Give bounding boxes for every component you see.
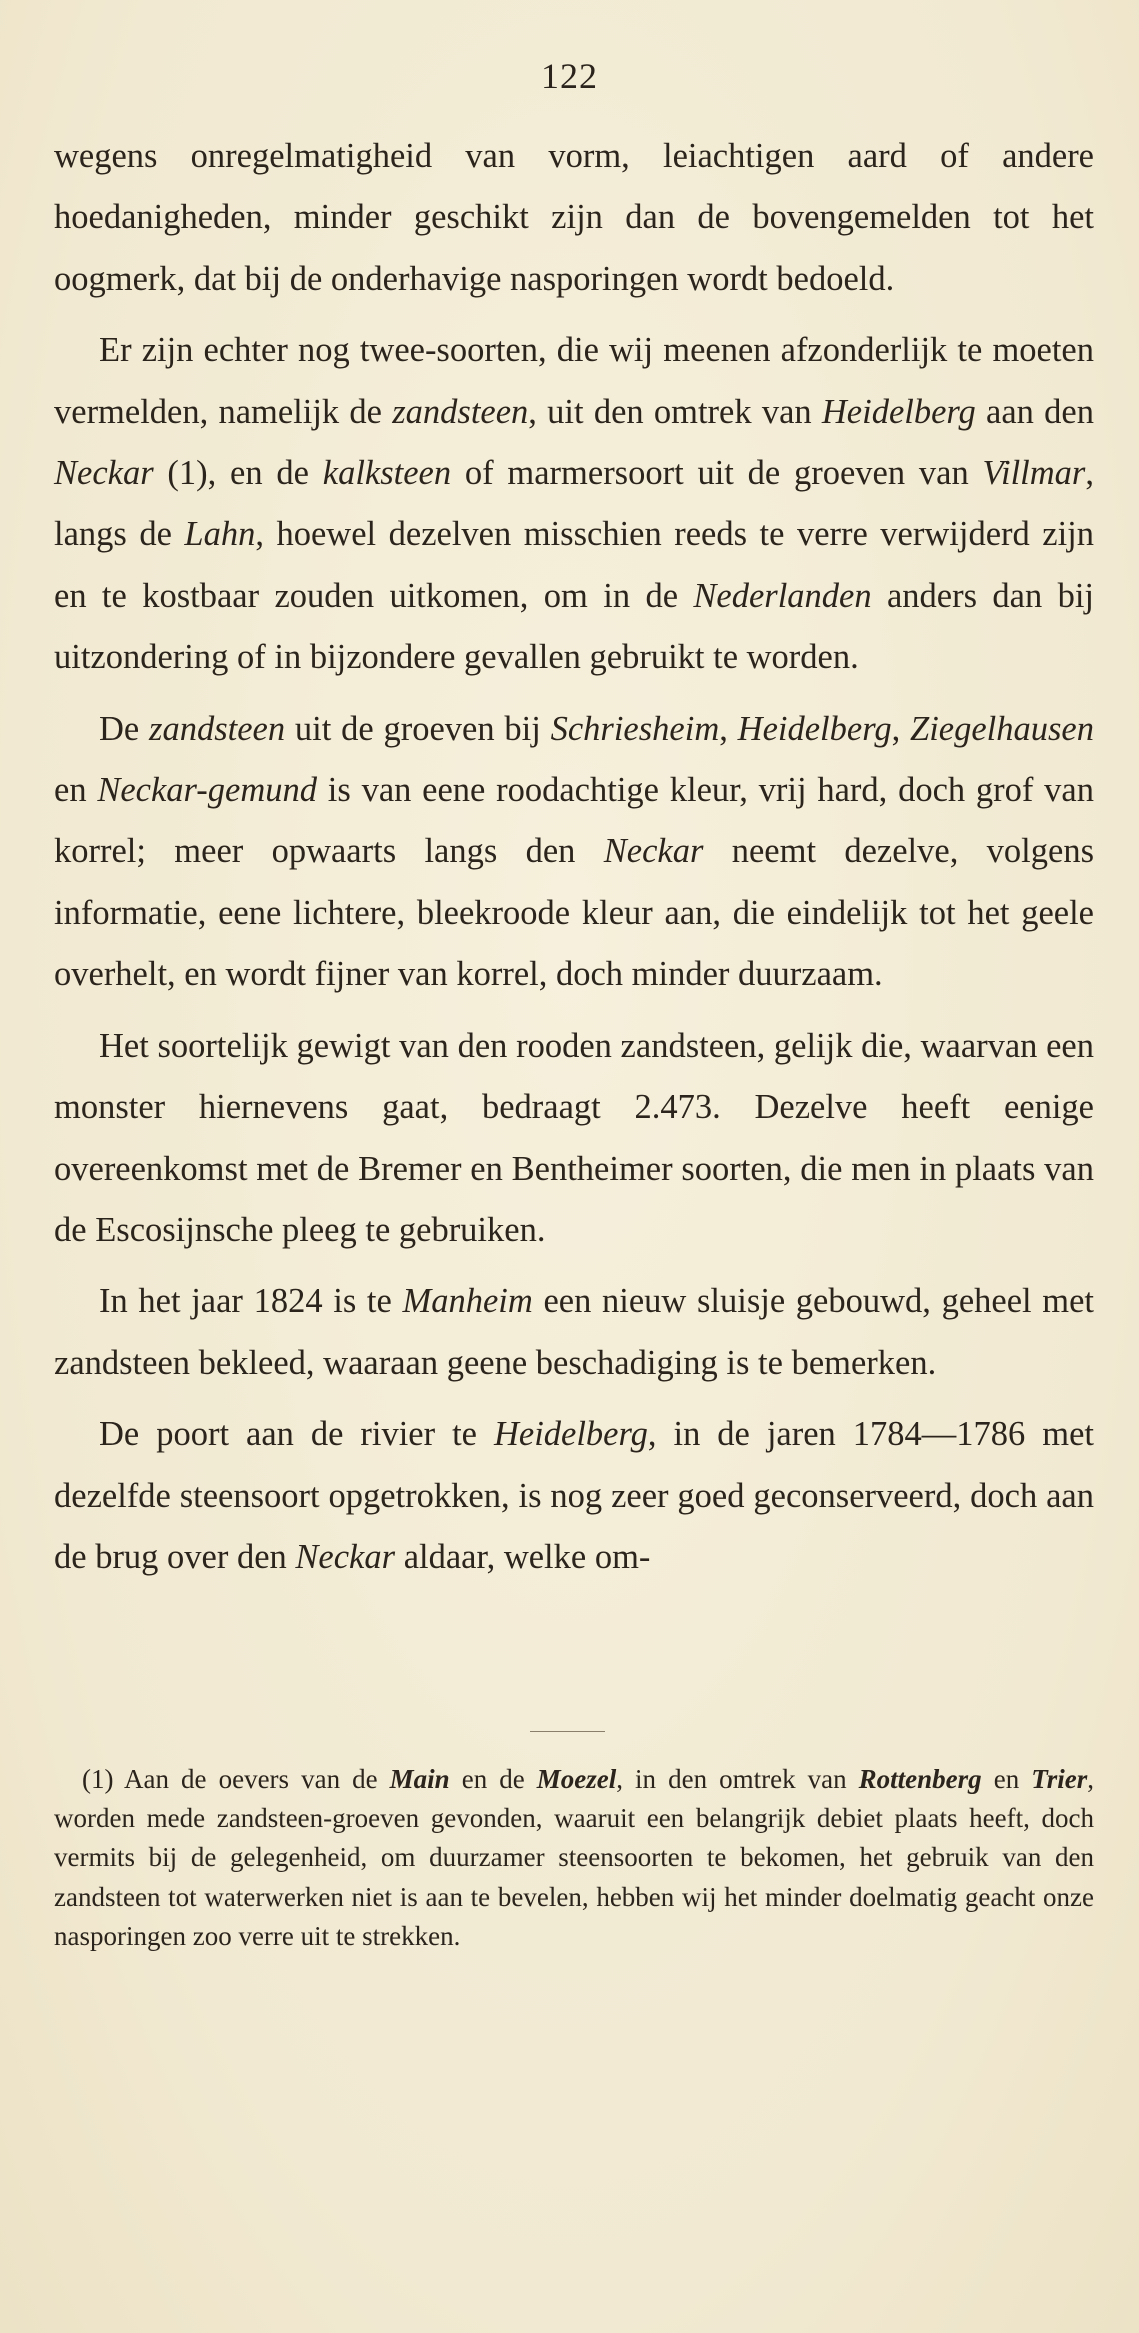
paragraph xyxy=(54,320,1094,688)
emphasized-name: Main xyxy=(389,1764,450,1794)
text-run: , langs de xyxy=(54,454,1094,554)
paragraph xyxy=(54,1271,1094,1394)
italic-term: Heidelberg xyxy=(737,709,892,748)
text-run: uit de groeven bij xyxy=(285,709,551,748)
italic-term: Lahn xyxy=(184,515,256,554)
paragraph xyxy=(54,1016,1094,1262)
text-run: De xyxy=(99,709,150,748)
emphasized-name: Trier xyxy=(1031,1764,1088,1794)
text-run: en de xyxy=(449,1764,537,1794)
text-run: , worden mede zandsteen-groeven gevonden, waaruit een belangrijk debiet plaats heeft, doch vermits bij de gelegenheid, om duurzamer steensoorten te bekomen, het gebruik van den zandsteen tot waterwerken niet is aan te bevelen, hebben wij het minder doelmatig geacht onze nasporingen zoo verre uit te strekken. xyxy=(54,1764,1094,1951)
text-run: De poort aan de rivier te xyxy=(99,1415,494,1454)
paragraph xyxy=(54,1404,1094,1588)
italic-term: Heidelberg xyxy=(821,392,976,431)
text-run: , in den omtrek van xyxy=(616,1764,859,1794)
text-run: een nieuw sluisje gebouwd, geheel met zandsteen bekleed, waaraan geene beschadiging is te bemerken. xyxy=(54,1282,1094,1382)
text-run: , in de jaren 1784—1786 met dezelfde steensoort opgetrokken, is nog zeer goed geconserveerd, doch aan de brug over den xyxy=(54,1415,1094,1576)
italic-term: kalksteen xyxy=(322,454,452,493)
text-run: en xyxy=(981,1764,1032,1794)
italic-term: Heidelberg xyxy=(493,1415,648,1454)
text-run: Er zijn echter nog twee-soorten, die wij meenen afzonderlijk te moeten vermelden, namelijk de xyxy=(54,331,1094,431)
italic-term: zandsteen xyxy=(392,392,529,431)
italic-term: Villmar xyxy=(982,454,1086,493)
text-run: , xyxy=(891,709,911,748)
italic-term: Neckar xyxy=(54,454,154,493)
text-run: aldaar, welke om- xyxy=(395,1537,651,1576)
body-text xyxy=(54,126,1094,1588)
text-run: is van eene roodachtige kleur, vrij hard, doch grof van korrel; meer opwaarts langs den xyxy=(54,771,1094,871)
text-run: In het jaar 1824 is te xyxy=(99,1282,403,1321)
text-run: wegens onregelmatigheid van vorm, leiachtigen aard of andere hoedanigheden, minder geschikt zijn dan de bovengemelden tot het oogmerk, dat bij de onderhavige nasporingen wordt bedoeld. xyxy=(54,137,1094,298)
italic-term: Ziegelhausen xyxy=(910,709,1094,748)
emphasized-name: Moezel xyxy=(536,1764,617,1794)
paragraph xyxy=(54,699,1094,1006)
text-run: anders dan bij uitzondering of in bijzondere gevallen gebruikt te worden. xyxy=(54,576,1095,677)
text-run: Het soortelijk gewigt van den rooden zandsteen, gelijk die, waarvan een monster hiernevens gaat, bedraagt 2.473. Dezelve heeft eenige overeenkomst met de Bremer en Bentheimer soorten, die men in plaats van de Escosijnsche pleeg te gebruiken. xyxy=(54,1026,1094,1249)
italic-term: Schriesheim xyxy=(550,709,720,748)
footnote xyxy=(54,1760,1094,1956)
text-run: , uit den omtrek van xyxy=(528,392,822,431)
text-run: neemt dezelve, volgens informatie, eene lichtere, bleekroode kleur aan, die eindelijk tot het geele overhelt, en wordt fijner van korrel, doch minder duurzaam. xyxy=(54,832,1094,994)
italic-term: Nederlanden xyxy=(693,576,872,615)
text-run: en xyxy=(54,771,98,810)
footnote-divider xyxy=(530,1731,605,1732)
italic-term: Neckar-gemund xyxy=(97,771,317,810)
italic-term: Neckar xyxy=(295,1537,396,1576)
text-run: of marmersoort uit de groeven van xyxy=(451,454,983,493)
text-run: , hoewel dezelven misschien reeds te verre verwijderd zijn en te kostbaar zouden uitkomen, om in de xyxy=(54,515,1094,615)
text-run: (1) Aan de oevers van de xyxy=(82,1764,390,1794)
italic-term: zandsteen xyxy=(149,709,286,748)
text-run: (1), en de xyxy=(153,454,323,493)
footnotes xyxy=(54,1760,1094,1956)
emphasized-name: Rottenberg xyxy=(858,1764,982,1794)
text-run: , xyxy=(719,709,738,748)
text-run: aan den xyxy=(975,392,1094,431)
paragraph xyxy=(54,126,1094,310)
italic-term: Manheim xyxy=(402,1282,533,1321)
page-number: 122 xyxy=(541,56,598,96)
italic-term: Neckar xyxy=(603,832,704,871)
